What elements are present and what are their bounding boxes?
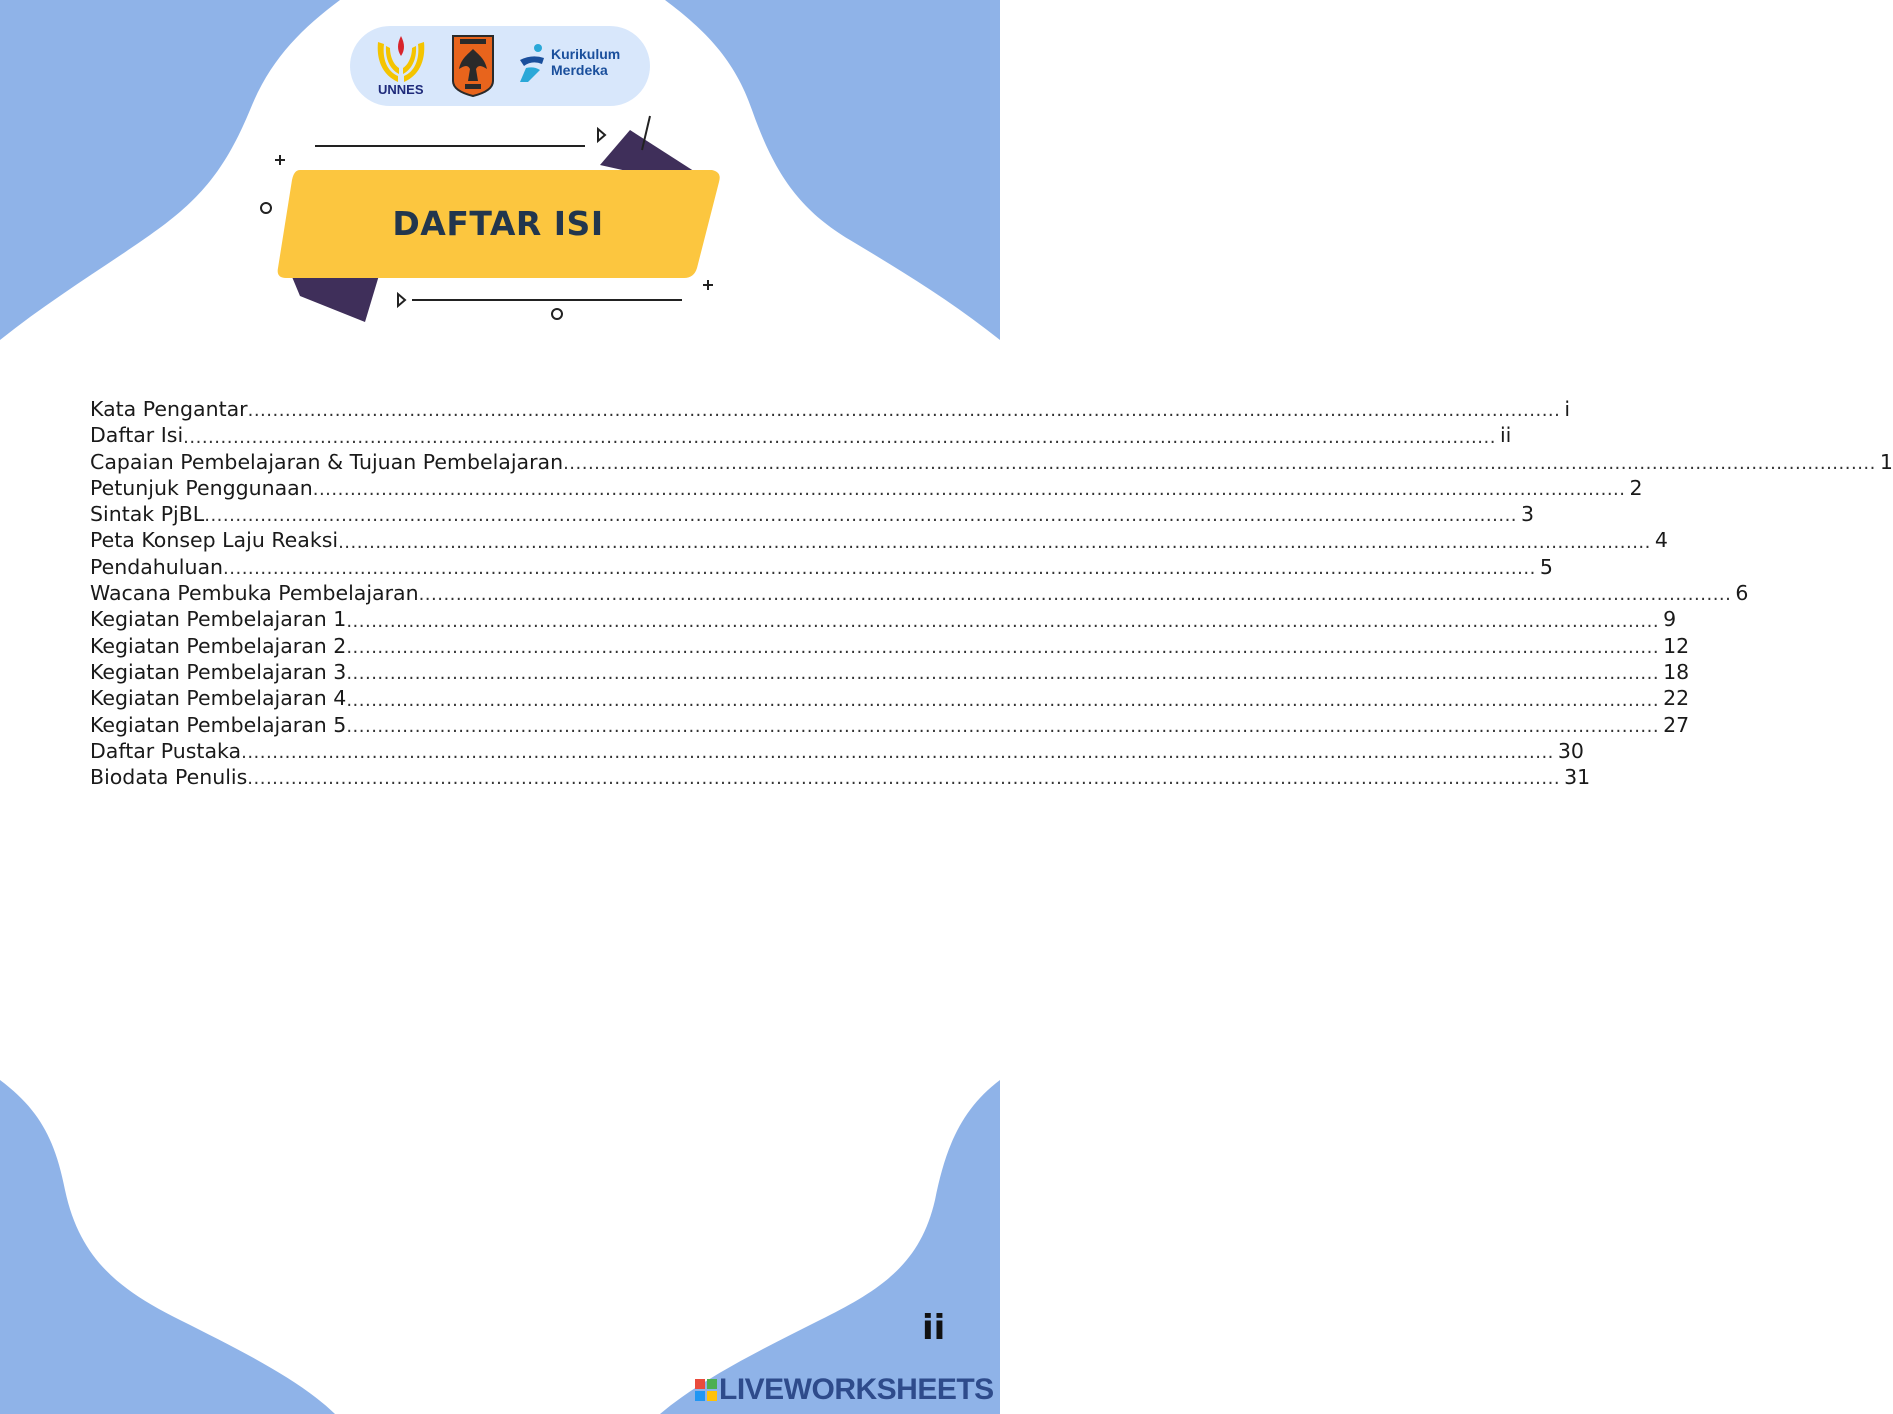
toc-entry-label: Kata Pengantar	[90, 397, 248, 421]
toc-entry-page: 4	[1654, 528, 1668, 553]
toc-entry-label: Kegiatan Pembelajaran 3	[90, 659, 347, 684]
triangle-icon-bottom	[398, 294, 405, 306]
toc-dot-leader: ...................................................................................................................................................................................................................	[204, 505, 1518, 527]
toc-row[interactable]	[90, 685, 1690, 711]
toc-row[interactable]	[90, 738, 1584, 764]
toc-row[interactable]	[90, 449, 1893, 475]
toc-dot-leader: ...................................................................................................................................................................................................................	[346, 636, 1660, 658]
toc-entry-label: Daftar Isi	[90, 423, 184, 448]
toc-dot-leader: ...................................................................................................................................................................................................................	[241, 742, 1554, 764]
toc-dot-leader: ...................................................................................................................................................................................................................	[223, 558, 1536, 580]
toc-row[interactable]	[90, 580, 1749, 606]
toc-entry-page: 12	[1663, 633, 1690, 658]
toc-row[interactable]	[90, 764, 1591, 790]
corner-blob-bottom-left	[0, 1080, 335, 1414]
toc-dot-leader: ...................................................................................................................................................................................................................	[338, 531, 1651, 553]
banner-purple-bottom	[290, 272, 380, 322]
kurikulum-merdeka-label	[551, 46, 641, 78]
triangle-icon-top	[598, 129, 605, 141]
unnes-logo-label: UNNES	[378, 82, 424, 97]
toc-row[interactable]	[90, 633, 1690, 659]
toc-row[interactable]	[90, 659, 1690, 685]
toc-entry-page: 9	[1663, 607, 1677, 632]
toc-entry-page: 6	[1735, 581, 1749, 606]
toc-entry-label: Petunjuk Penggunaan	[90, 475, 313, 500]
toc-entry-page: 2	[1629, 475, 1643, 500]
toc-entry-label: Biodata Penulis	[90, 765, 248, 790]
toc-row[interactable]	[90, 501, 1535, 527]
plus-icon-right	[703, 280, 713, 290]
toc-row[interactable]	[90, 554, 1553, 580]
toc-entry-label: Sintak PjBL	[90, 502, 205, 527]
toc-entry-label: Wacana Pembuka Pembelajaran	[90, 581, 419, 606]
toc-entry-label: Peta Konsep Laju Reaksi	[90, 528, 339, 553]
toc-entry-label: Kegiatan Pembelajaran 1	[90, 607, 347, 632]
toc-entry-page: 18	[1663, 659, 1690, 684]
toc-row[interactable]	[90, 396, 1571, 422]
toc-entry-page: ii	[1499, 423, 1512, 448]
toc-entry-label: Kegiatan Pembelajaran 4	[90, 686, 347, 711]
toc-entry-label: Kegiatan Pembelajaran 2	[90, 633, 347, 658]
title-banner	[278, 168, 718, 278]
table-of-contents	[90, 396, 1893, 790]
toc-row[interactable]	[90, 606, 1677, 632]
liveworksheets-logo-icon	[695, 1379, 717, 1401]
toc-row[interactable]	[90, 422, 1512, 448]
toc-row[interactable]	[90, 712, 1690, 738]
circle-icon-bottom	[552, 309, 562, 319]
toc-entry-page: 31	[1564, 765, 1591, 790]
toc-row[interactable]	[90, 475, 1643, 501]
toc-dot-leader: ...................................................................................................................................................................................................................	[247, 768, 1561, 790]
plus-icon-left	[275, 155, 285, 165]
toc-dot-leader: ...................................................................................................................................................................................................................	[346, 715, 1660, 737]
page-number: ii	[922, 1308, 946, 1348]
toc-dot-leader: ...................................................................................................................................................................................................................	[346, 663, 1660, 685]
logo-bar	[350, 26, 650, 106]
toc-entry-page: 5	[1539, 554, 1553, 579]
toc-dot-leader: ...................................................................................................................................................................................................................	[312, 479, 1626, 501]
toc-dot-leader: ...................................................................................................................................................................................................................	[247, 400, 1561, 422]
liveworksheets-label: LIVEWORKSHEETS	[719, 1373, 994, 1406]
toc-dot-leader: ...................................................................................................................................................................................................................	[346, 610, 1660, 632]
toc-entry-label: Pendahuluan	[90, 554, 224, 579]
toc-entry-page: 22	[1663, 686, 1690, 711]
merdeka-label: Merdeka	[551, 62, 608, 78]
toc-dot-leader: ...................................................................................................................................................................................................................	[183, 426, 1496, 448]
toc-entry-page: 27	[1663, 712, 1690, 737]
toc-dot-leader: ...................................................................................................................................................................................................................	[346, 689, 1660, 711]
toc-entry-label: Kegiatan Pembelajaran 5	[90, 712, 347, 737]
toc-entry-label: Capaian Pembelajaran & Tujuan Pembelajaran	[90, 449, 564, 474]
toc-entry-page: i	[1564, 397, 1571, 421]
toc-dot-leader: ...................................................................................................................................................................................................................	[563, 452, 1876, 474]
toc-entry-page: 3	[1521, 502, 1535, 527]
kurikulum-label: Kurikulum	[551, 46, 621, 62]
toc-dot-leader: ...................................................................................................................................................................................................................	[418, 584, 1732, 606]
corner-blob-bottom-right	[660, 1080, 1000, 1414]
kurikulum-merdeka-icon	[516, 42, 548, 86]
toc-entry-page: 1	[1879, 449, 1893, 474]
school-shield-icon	[450, 33, 496, 99]
toc-entry-page: 30	[1557, 738, 1584, 763]
circle-icon-left	[261, 203, 271, 213]
page-title: DAFTAR ISI	[392, 203, 604, 243]
toc-entry-label: Daftar Pustaka	[90, 738, 242, 763]
liveworksheets-brand[interactable]	[695, 1372, 994, 1408]
toc-row[interactable]	[90, 527, 1668, 553]
